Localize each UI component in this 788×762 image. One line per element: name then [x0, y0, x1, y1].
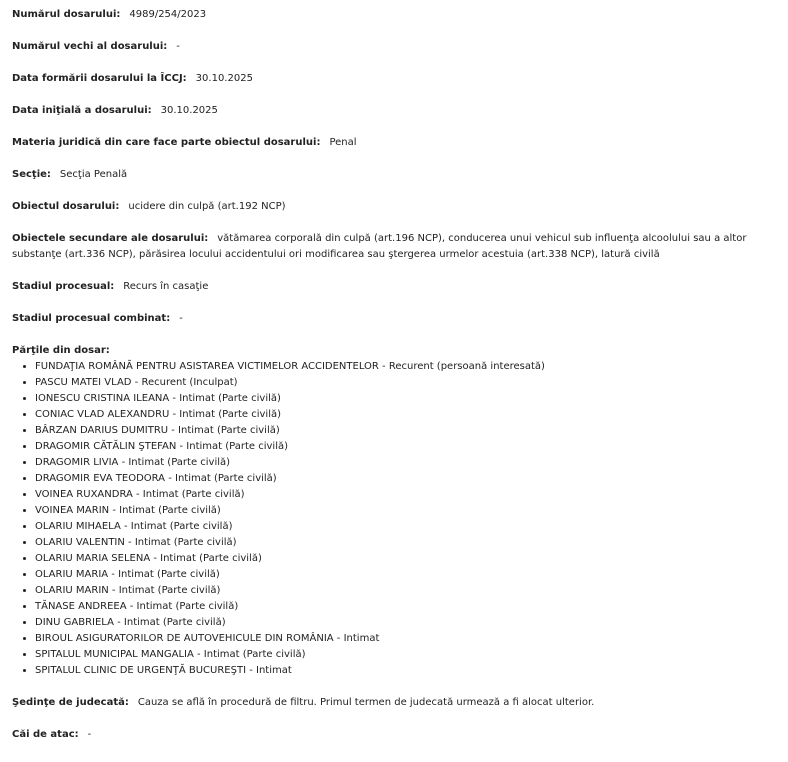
section-row [12, 167, 782, 183]
section-value: Secţia Penală [59, 169, 128, 180]
initial-date-value: 30.10.2025 [160, 105, 218, 116]
secondary-objects-value: vătămarea corporală din culpă (art.196 NCP), conducerea unui vehicul sub influenţa alcoolului sau a altor substanţe (art.336 NCP), părăsirea locului accidentului ori modificarea sau ştergerea urmelor acestuia (art.338 NCP), latură civilă [12, 233, 747, 260]
party-item: • OLARIU VALENTIN - Intimat (Parte civilă) [35, 535, 545, 551]
party-item: • OLARIU MARIA - Intimat (Parte civilă) [35, 567, 545, 583]
party-item: • DRAGOMIR EVA TEODORA - Intimat (Parte civilă) [35, 471, 545, 487]
appeals-label: Căi de atac: [12, 729, 79, 740]
secondary-objects-row [12, 231, 782, 263]
procedural-stage-value: Recurs în casaţie [123, 281, 209, 292]
parties-title: Părţile din dosar: [12, 345, 110, 356]
party-item: • IONESCU CRISTINA ILEANA - Intimat (Parte civilă) [35, 391, 545, 407]
appeals-row [12, 727, 782, 743]
party-item: • VOINEA MARIN - Intimat (Parte civilă) [35, 503, 545, 519]
initial-date-label: Data iniţială a dosarului: [12, 105, 152, 116]
party-item: • CONIAC VLAD ALEXANDRU - Intimat (Parte civilă) [35, 407, 545, 423]
party-item: • DRAGOMIR CĂTĂLIN ŞTEFAN - Intimat (Parte civilă) [35, 439, 545, 455]
party-item: • OLARIU MARIN - Intimat (Parte civilă) [35, 583, 545, 599]
case-number-label: Numărul dosarului: [12, 9, 121, 20]
secondary-objects-label: Obiectele secundare ale dosarului: [12, 233, 209, 244]
procedural-stage-label: Stadiul procesual: [12, 281, 115, 292]
old-case-number-value: - [176, 41, 180, 52]
party-item: • TĂNASE ANDREEA - Intimat (Parte civilă) [35, 599, 545, 615]
hearings-value: Cauza se află în procedură de filtru. Primul termen de judecată urmează a fi alocat ulterior. [137, 697, 595, 708]
appeals-value: - [87, 729, 92, 740]
hearings-label: Şedinţe de judecată: [12, 697, 129, 708]
party-item: • SPITALUL CLINIC DE URGENŢĂ BUCUREŞTI - Intimat [35, 663, 545, 679]
hearings-row [12, 695, 782, 711]
legal-matter-row [12, 135, 782, 151]
parties-list [12, 359, 545, 679]
party-item: • DRAGOMIR LIVIA - Intimat (Parte civilă) [35, 455, 545, 471]
case-object-row [12, 199, 782, 215]
old-case-number-label: Numărul vechi al dosarului: [12, 41, 168, 52]
party-item: • FUNDAŢIA ROMÂNĂ PENTRU ASISTAREA VICTIMELOR ACCIDENTELOR - Recurent (persoană interesată) [35, 359, 545, 375]
legal-matter-value: Penal [329, 137, 357, 148]
party-item: • PASCU MATEI VLAD - Recurent (Inculpat) [35, 375, 545, 391]
combined-stage-row [12, 311, 782, 327]
initial-date-row [12, 103, 782, 119]
party-item: • VOINEA RUXANDRA - Intimat (Parte civilă) [35, 487, 545, 503]
party-item: • OLARIU MARIA SELENA - Intimat (Parte civilă) [35, 551, 545, 567]
iccj-formation-date-label: Data formării dosarului la ÎCCJ: [12, 73, 187, 84]
case-object-value: ucidere din culpă (art.192 NCP) [128, 201, 286, 212]
party-item: • BÂRZAN DARIUS DUMITRU - Intimat (Parte civilă) [35, 423, 545, 439]
section-label: Secţie: [12, 169, 51, 180]
old-case-number-row [12, 39, 782, 55]
case-number-row [12, 7, 782, 23]
case-number-value: 4989/254/2023 [129, 9, 207, 20]
combined-stage-label: Stadiul procesual combinat: [12, 313, 171, 324]
iccj-formation-date-value: 30.10.2025 [195, 73, 253, 84]
party-item: • DINU GABRIELA - Intimat (Parte civilă) [35, 615, 545, 631]
party-item: • BIROUL ASIGURATORILOR DE AUTOVEHICULE DIN ROMÂNIA - Intimat [35, 631, 545, 647]
legal-matter-label: Materia juridică din care face parte obiectul dosarului: [12, 137, 321, 148]
party-item: • SPITALUL MUNICIPAL MANGALIA - Intimat (Parte civilă) [35, 647, 545, 663]
iccj-formation-date-row [12, 71, 782, 87]
case-object-label: Obiectul dosarului: [12, 201, 120, 212]
procedural-stage-row [12, 279, 782, 295]
party-item: • OLARIU MIHAELA - Intimat (Parte civilă) [35, 519, 545, 535]
combined-stage-value: - [179, 313, 183, 324]
